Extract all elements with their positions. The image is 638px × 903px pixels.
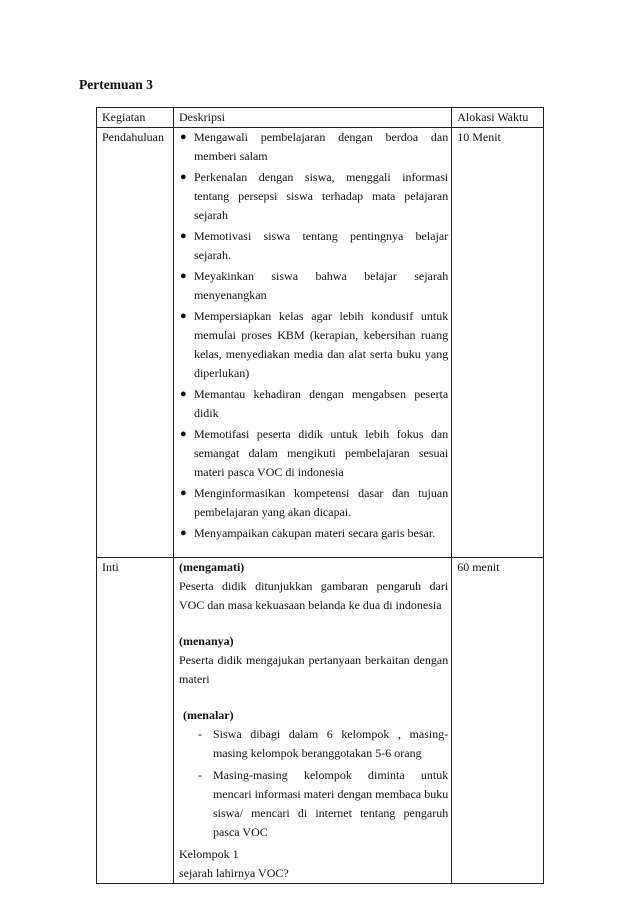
header-alokasi-waktu: Alokasi Waktu [452, 108, 544, 128]
header-kegiatan: Kegiatan [97, 108, 174, 128]
menalar-title: (menalar) [182, 708, 234, 722]
kegiatan-inti: Inti [97, 558, 174, 884]
menalar-list [179, 725, 448, 842]
menanya-text: Peserta didik mengajukan pertanyaan berkaitan dengan materi [178, 653, 449, 686]
list-item: ● Memantau kehadiran dengan mengabsen peserta didik [179, 387, 449, 420]
bullet-icon: ● [179, 310, 187, 322]
bullet-icon: ● [179, 487, 187, 499]
bullet-icon: ● [179, 527, 187, 539]
bullet-icon: ● [179, 171, 187, 183]
list-item: - Siswa dibagi dalam 6 kelompok , masing-masing kelompok beranggotakan 5-6 orang [197, 727, 449, 760]
bullet-icon: ● [179, 428, 187, 440]
table-header-row [97, 108, 544, 128]
menanya-title: (menanya) [178, 634, 234, 648]
list-item: ● Perkenalan dengan siswa, menggali informasi tentang persepsi siswa terhadap mata pelajaran sejarah [179, 170, 449, 222]
pendahuluan-list [179, 128, 448, 543]
header-deskripsi: Deskripsi [173, 108, 451, 128]
list-item: ● Memotivasi siswa tentang pentingnya belajar sejarah. [179, 229, 449, 262]
list-item: - Masing-masing kelompok diminta untuk mencari informasi materi dengan membaca buku siswa/ mencari di internet tentang pengaruh pasca VOC [197, 768, 449, 839]
list-item: ● Mengawali pembelajaran dengan berdoa dan memberi salam [179, 130, 449, 163]
list-item: ● Menyampaikan cakupan materi secara garis besar. [179, 524, 448, 543]
mengamati-title: (mengamati) [178, 560, 245, 574]
dash-icon: - [197, 768, 202, 782]
deskripsi-pendahuluan [173, 128, 451, 558]
kegiatan-pendahuluan: Pendahuluan [97, 128, 174, 558]
table-row-pendahuluan [97, 128, 544, 558]
waktu-pendahuluan: 10 Menit [452, 128, 544, 558]
mengamati-text: Peserta didik ditunjukkan gambaran pengaruh dari VOC dan masa kekuasaan belanda ke dua di indonesia [178, 579, 449, 612]
kelompok-label: Kelompok 1 [178, 847, 239, 861]
bullet-icon: ● [179, 388, 187, 400]
lesson-plan-table [96, 107, 544, 884]
waktu-inti: 60 menit [452, 558, 544, 884]
table-row-inti [97, 558, 544, 884]
kelompok-topic: sejarah lahirnya VOC? [178, 866, 289, 880]
bullet-icon: ● [179, 230, 187, 242]
dash-icon: - [197, 727, 202, 741]
list-item: ● Mempersiapkan kelas agar lebih kondusif untuk memulai proses KBM (kerapian, kebersihan ruang kelas, menyediakan media dan alat serta buku yang diperlukan) [179, 309, 449, 380]
list-item: ● Meyakinkan siswa bahwa belajar sejarah menyenangkan [179, 269, 449, 302]
deskripsi-inti [173, 558, 451, 884]
section-heading: Pertemuan 3 [79, 77, 153, 92]
list-item: ● Menginformasikan kompetensi dasar dan tujuan pembelajaran yang akan dicapai. [179, 486, 449, 519]
bullet-icon: ● [179, 270, 187, 282]
list-item: ● Memotifasi peserta didik untuk lebih fokus dan semangat dalam mengikuti pembelajaran sesuai materi pasca VOC di indonesia [179, 427, 449, 479]
bullet-icon: ● [179, 131, 187, 143]
